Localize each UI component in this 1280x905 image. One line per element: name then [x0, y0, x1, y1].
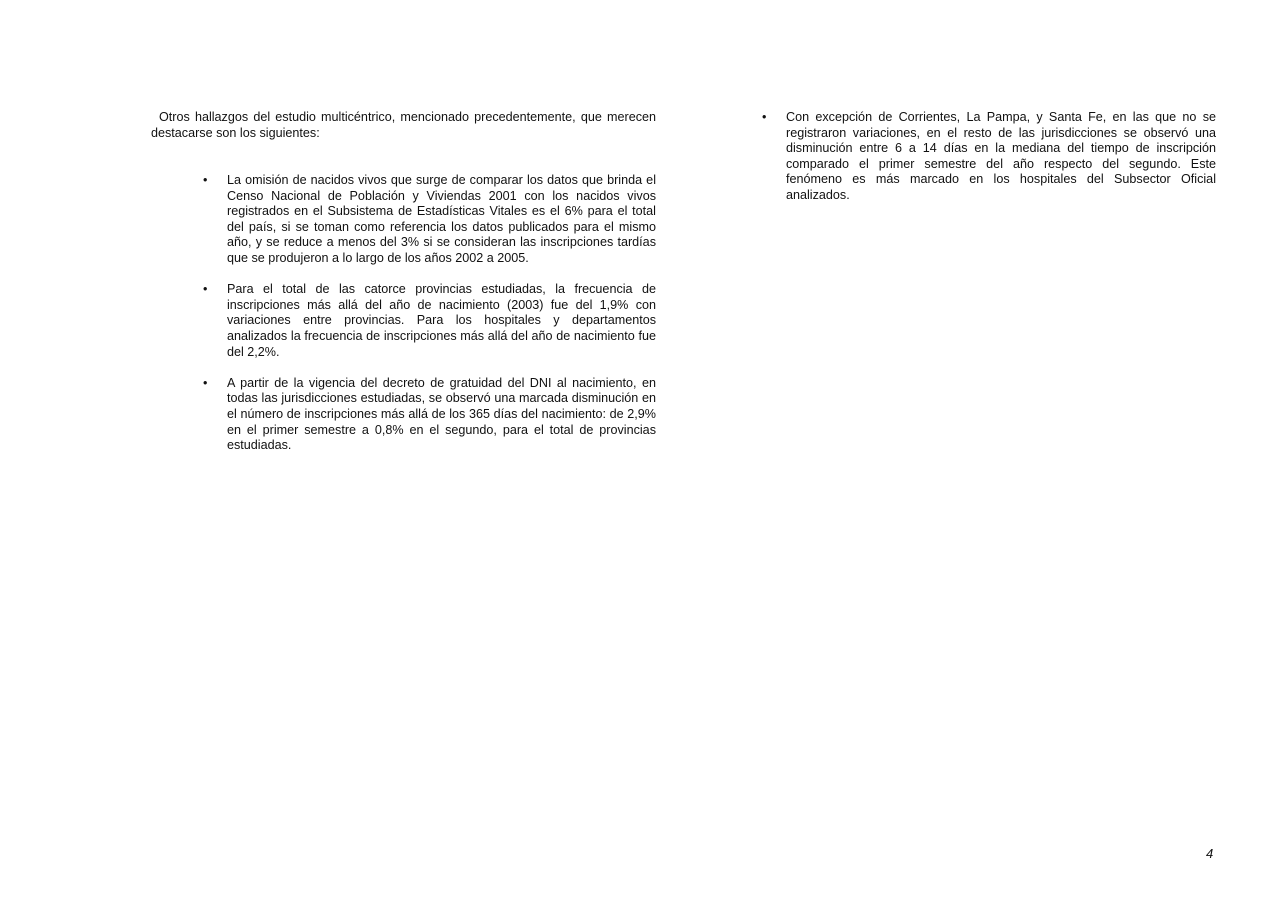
list-item — [203, 282, 656, 360]
list-item-text: La omisión de nacidos vivos que surge de comparar los datos que brinda el Censo Nacional de Población y Viviendas 2001 con los nacidos vivos registrados en el Subsistema de Estadísticas Vitales es el 6% para el total del país, si se toman como referencia los datos publicados para el mismo año, y se reduce a menos del 3% si se consideran las inscripciones tardías que se produjeron a lo largo de los años 2002 a 2005. — [227, 173, 656, 265]
list-item — [203, 173, 656, 267]
list-item-text: A partir de la vigencia del decreto de gratuidad del DNI al nacimiento, en todas las jurisdicciones estudiadas, se observó una marcada disminución en el número de inscripciones más allá de los 365 días del nacimiento: de 2,9% en el primer semestre a 0,8% en el segundo, para el total de provincias estudiadas. — [227, 375, 656, 453]
list-item-text: Con excepción de Corrientes, La Pampa, y Santa Fe, en las que no se registraron variaciones, en el resto de las jurisdicciones se observó una disminución entre 6 a 14 días en la mediana del tiempo de inscripción comparado el primer semestre del año respecto del segundo. Este fenómeno es más marcado en los hospitales del Subsector Oficial analizados. — [786, 110, 1216, 202]
list-item — [203, 376, 656, 454]
right-findings-list — [762, 110, 1216, 219]
page-number: 4 — [1206, 846, 1214, 861]
bullet-icon: • — [203, 282, 208, 297]
bullet-icon: • — [203, 375, 208, 390]
left-findings-list — [203, 173, 656, 469]
bullet-icon: • — [203, 173, 208, 187]
intro-paragraph — [151, 110, 656, 141]
bullet-icon: • — [762, 110, 767, 124]
list-item-text: Para el total de las catorce provincias estudiadas, la frecuencia de inscripciones más allá del año de nacimiento (2003) fue del 1,9% con variaciones entre provincias. Para los hospitales y departamentos analizados la frecuencia de inscripciones más allá del año de nacimiento fue del 2,2%. — [227, 282, 656, 359]
intro-text: Otros hallazgos del estudio multicéntrico, mencionado precedentemente, que merecen destacarse son los siguientes: — [151, 110, 656, 140]
list-item — [762, 110, 1216, 204]
